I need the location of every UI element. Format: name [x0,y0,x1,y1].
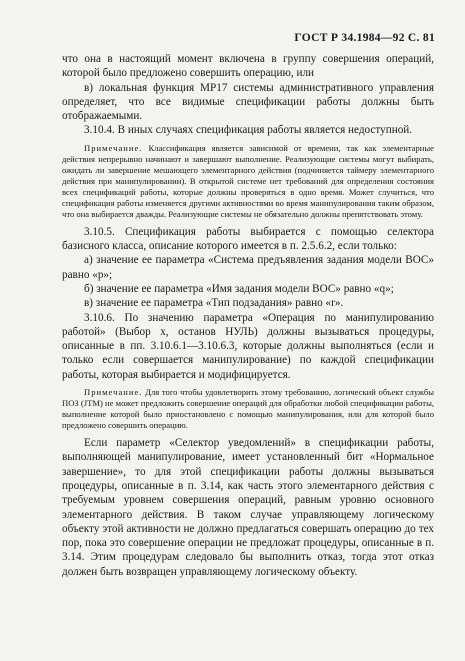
paragraph-3-10-5: 3.10.5. Спецификация работы выбирается с помощью селектора базисного класса, описание которого имеется в п. 2.5.6.2, если только: [62,225,434,253]
document-body [62,52,434,579]
note-2 [62,387,434,431]
paragraph-notification-selector: Если параметр «Селектор уведомлений» в спецификации работы, выполняющей манипулирование, имеет установленный бит «Нормальное завершение», то для этой спецификации работы должны вызываться процедуры, описанные в п. 3.14, как часть этого элементарного действия с требуемым уровнем совершения операций, равным уровню основного элементарного действия. В таком случае управляющему логическому объекту этой активности не должно предлагаться совершать операцию до тех пор, пока это совершение операции не предложат процедуры, описанные в п. 3.14. Этим процедурам следовало бы выполнить отказ, тогда этот отказ должен быть возвращен управляющему логическому объекту. [62,437,434,578]
paragraph-item-v2: в) значение ее параметра «Тип подзадания» равно «r». [84,297,344,310]
note-2-text: Для того чтобы удовлетворить этому требованию, логический объект службы ПОЗ (JTM) не может предложить совершение операций для обработки любой спецификации работы, выполнение которой было приостановлено с помощью манипулирования, или для которой было предложено совершить операцию. [62,387,434,431]
paragraph-item-b: б) значение ее параметра «Имя задания модели ВОС» равно «q»; [84,282,394,295]
paragraph-item-a: а) значение ее параметра «Система предъявления задания модели ВОС» равно «р»; [62,254,434,281]
note-1-label: Примечание. [84,142,143,153]
paragraph-3-10-4: 3.10.4. В иных случаях спецификация работы является недоступной. [84,124,413,137]
paragraph-3-10-6: 3.10.6. По значению параметра «Операция по манипулированию работой» (Выбор х, останов НУЛЬ) должны вызываться процедуры, описанные в пп. 3.10.6.1—3.10.6.3, которые должны выполняться (если и только если совершается манипулирование) по каждой спецификации работы, которая выбирается и модифицируется. [62,311,434,381]
note-2-label: Примечание. [84,387,143,398]
note-1-text: Классификация является зависимой от времени, так как элементарные действия непрерывно начинают и завершают выполнение. Реализующие системы могут выбирать, ожидать ли завершение мешающего элементарного действия (подчиняется таймеру элементарного действия при манипулировании). В открытой системе нет требований для определения состояния всех спецификаций работы, которые должны проверяться в одно время. Может случиться, что спецификация работы изменяется другими активностями во время манипулирования таким образом, что она выбирается дважды. Реализующие системы не обязательно должны препятствовать этому. [62,142,434,219]
paragraph-continuation: что она в настоящий момент включена в группу совершения операций, которой было предложено совершить операцию, или [62,53,434,80]
page-header: ГОСТ Р 34.1984—92 С. 81 [294,32,435,44]
note-1 [62,143,434,220]
paragraph-item-v: в) локальная функция MP17 системы административного управления определяет, что все видимые спецификации работы должны быть отображаемыми. [62,81,434,123]
